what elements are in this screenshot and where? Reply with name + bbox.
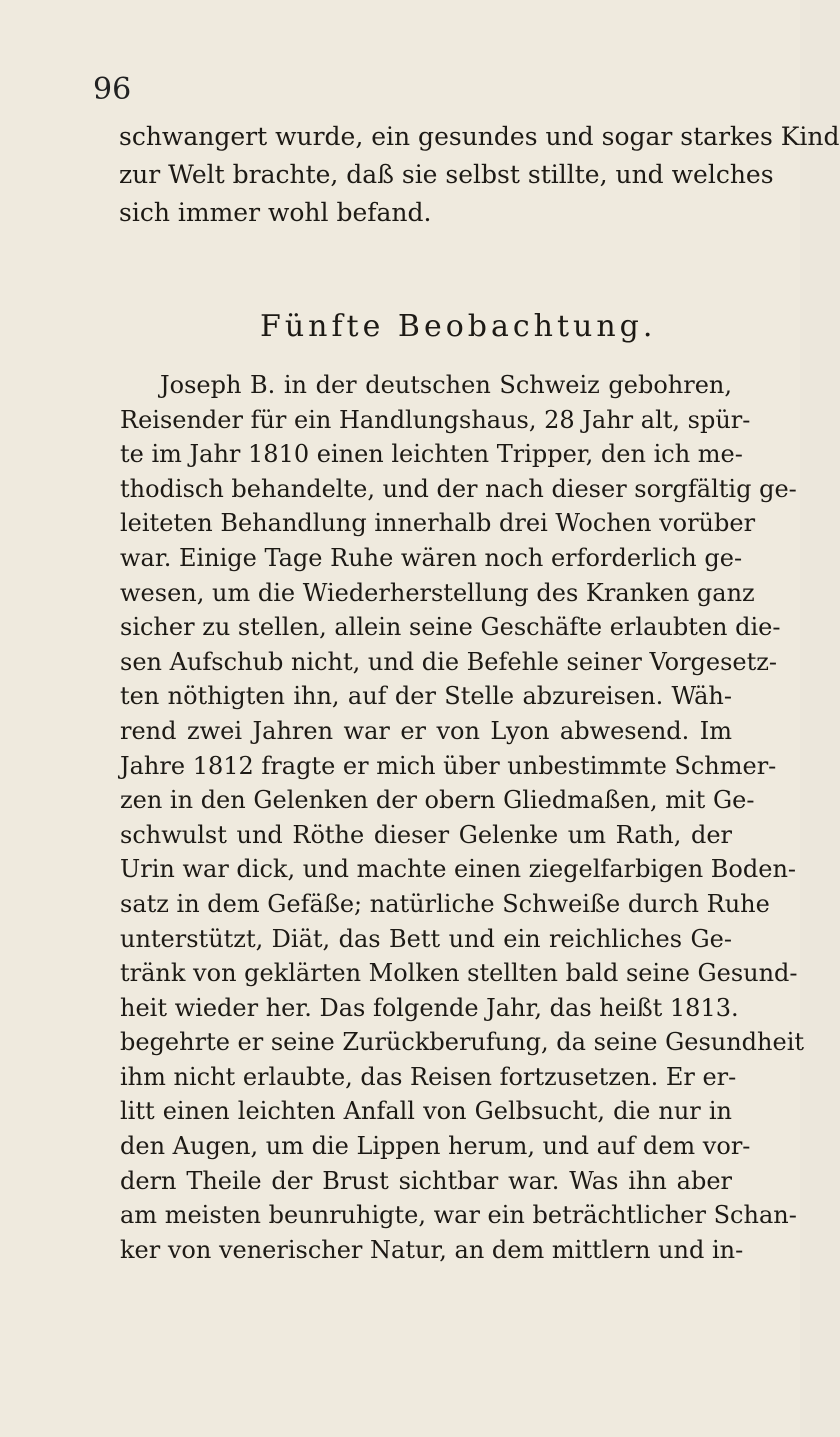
text-line: schwulst und Röthe dieser Gelenke um Rath, der (120, 820, 732, 849)
text-line: den Augen, um die Lippen herum, und auf dem vor- (120, 1132, 751, 1161)
text-line: sen Aufschub nicht, und die Befehle seiner Vorgesetz- (120, 647, 778, 676)
page-number: 96 (93, 72, 132, 107)
text-line: dern Theile der Brust sichtbar war. Was ihn aber (120, 1166, 732, 1195)
text-line: begehrte er seine Zurückberufung, da seine Gesundheit (120, 1028, 805, 1057)
text-line: Reisender für ein Handlungshaus, 28 Jahr alt, spür- (120, 405, 751, 434)
text-line: sich immer wohl befand. (119, 198, 432, 227)
text-line: te im Jahr 1810 einen leichten Tripper, den ich me- (120, 440, 743, 469)
text-line: Urin war dick, und machte einen ziegelfarbigen Boden- (120, 855, 797, 884)
text-line: rend zwei Jahren war er von Lyon abwesend. Im (120, 716, 732, 745)
text-line: war. Einige Tage Ruhe wären noch erforderlich ge- (120, 543, 743, 572)
text-line: am meisten beunruhigte, war ein beträchtlicher Schan- (120, 1201, 797, 1230)
text-line: Jahre 1812 fragte er mich über unbestimmte Schmer- (120, 751, 777, 780)
text-line: ten nöthigten ihn, auf der Stelle abzureisen. Wäh- (120, 682, 732, 711)
text-line: Joseph B. in der deutschen Schweiz gebohren, (160, 371, 732, 399)
text-line: wesen, um die Wiederherstellung des Kranken ganz (120, 578, 755, 607)
text-line: sicher zu stellen, allein seine Geschäfte erlaubten die- (120, 613, 781, 642)
text-line: zen in den Gelenken der obern Gliedmaßen, mit Ge- (120, 786, 755, 815)
text-line: thodisch behandelte, und der nach dieser sorgfältig ge- (120, 474, 797, 503)
main-paragraph (120, 368, 805, 1267)
text-line: leiteten Behandlung innerhalb drei Wochen vorüber (120, 509, 756, 538)
text-line: ihm nicht erlaubte, das Reisen fortzusetzen. Er er- (120, 1062, 737, 1091)
text-line: ker von venerischer Natur, an dem mittlern und in- (120, 1235, 744, 1264)
text-line: unterstützt, Diät, das Bett und ein reichliches Ge- (120, 924, 732, 953)
text-line: schwangert wurde, ein gesundes und sogar starkes Kind (119, 122, 840, 151)
text-line: heit wieder her. Das folgende Jahr, das heißt 1813. (120, 993, 739, 1022)
text-line: litt einen leichten Anfall von Gelbsucht, die nur in (120, 1097, 732, 1126)
section-heading: Fünfte Beobachtung. (260, 309, 657, 344)
text-line: zur Welt brachte, daß sie selbst stillte, und welches (119, 160, 774, 189)
text-line: tränk von geklärten Molken stellten bald seine Gesund- (120, 959, 798, 988)
top-paragraph (119, 118, 840, 232)
text-line: satz in dem Gefäße; natürliche Schweiße durch Ruhe (120, 889, 770, 918)
